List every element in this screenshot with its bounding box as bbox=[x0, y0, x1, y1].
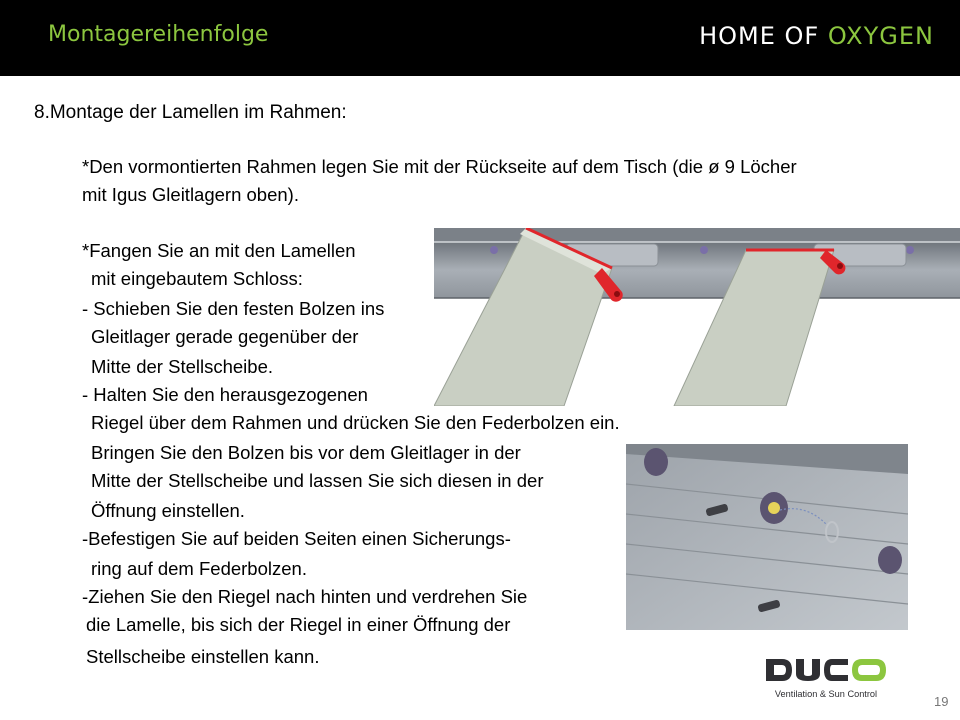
duco-logo bbox=[764, 656, 888, 702]
instruction-line: Stellscheibe einstellen kann. bbox=[86, 646, 320, 667]
frame-top-edge bbox=[434, 228, 960, 242]
section-heading: 8.Montage der Lamellen im Rahmen: bbox=[34, 102, 347, 123]
instruction-line: -Befestigen Sie auf beiden Seiten einen Sicherungs- bbox=[82, 528, 511, 549]
latch-hole bbox=[837, 263, 843, 269]
brand-main: HOME OF bbox=[699, 22, 828, 50]
page-title: Montagereihenfolge bbox=[48, 22, 269, 47]
duco-letter-d-stem bbox=[766, 659, 774, 681]
duco-letter-d bbox=[774, 659, 792, 681]
frame-surface bbox=[626, 444, 908, 630]
instruction-line: Bringen Sie den Bolzen bis vor dem Gleitlager in der bbox=[91, 442, 521, 463]
duco-tagline: Ventilation & Sun Control bbox=[774, 689, 878, 699]
instruction-line: mit Igus Gleitlagern oben). bbox=[82, 184, 299, 205]
instruction-line: - Halten Sie den herausgezogenen bbox=[82, 384, 368, 405]
bearing-detail-illustration bbox=[626, 444, 908, 630]
bearing-hole bbox=[700, 246, 708, 254]
instruction-line: -Ziehen Sie den Riegel nach hinten und verdrehen Sie bbox=[82, 586, 528, 607]
brand-accent: OXYGEN bbox=[827, 22, 934, 50]
bearing-hole bbox=[644, 448, 668, 476]
instruction-line: Mitte der Stellscheibe und lassen Sie sich diesen in der bbox=[91, 470, 544, 491]
instruction-line: - Schieben Sie den festen Bolzen ins bbox=[82, 298, 385, 319]
instruction-line: *Den vormontierten Rahmen legen Sie mit der Rückseite auf dem Tisch (die ø 9 Löcher bbox=[82, 156, 797, 177]
bearing-hole bbox=[878, 546, 902, 574]
duco-letter-u bbox=[796, 659, 820, 681]
bearing-hole bbox=[490, 246, 498, 254]
header-bar bbox=[0, 0, 960, 76]
spring-bolt-head bbox=[768, 502, 780, 514]
latch-hole bbox=[614, 291, 620, 297]
instruction-line: mit eingebautem Schloss: bbox=[91, 268, 303, 289]
instruction-line: Öffnung einstellen. bbox=[91, 500, 245, 521]
instruction-line: *Fangen Sie an mit den Lamellen bbox=[82, 240, 356, 261]
instruction-line: Mitte der Stellscheibe. bbox=[91, 356, 274, 377]
duco-letter-c bbox=[824, 659, 848, 681]
bearing-hole bbox=[906, 246, 914, 254]
instruction-line: Gleitlager gerade gegenüber der bbox=[91, 326, 359, 347]
duco-letter-o bbox=[852, 659, 886, 681]
instruction-line: Riegel über dem Rahmen und drücken Sie den Federbolzen ein. bbox=[91, 412, 620, 433]
instruction-line: ring auf dem Federbolzen. bbox=[91, 558, 307, 579]
brand-wordmark bbox=[699, 22, 934, 50]
page-number: 19 bbox=[934, 694, 949, 709]
instruction-line: die Lamelle, bis sich der Riegel in einer Öffnung der bbox=[86, 614, 511, 635]
lamella-frame-illustration bbox=[434, 228, 960, 406]
